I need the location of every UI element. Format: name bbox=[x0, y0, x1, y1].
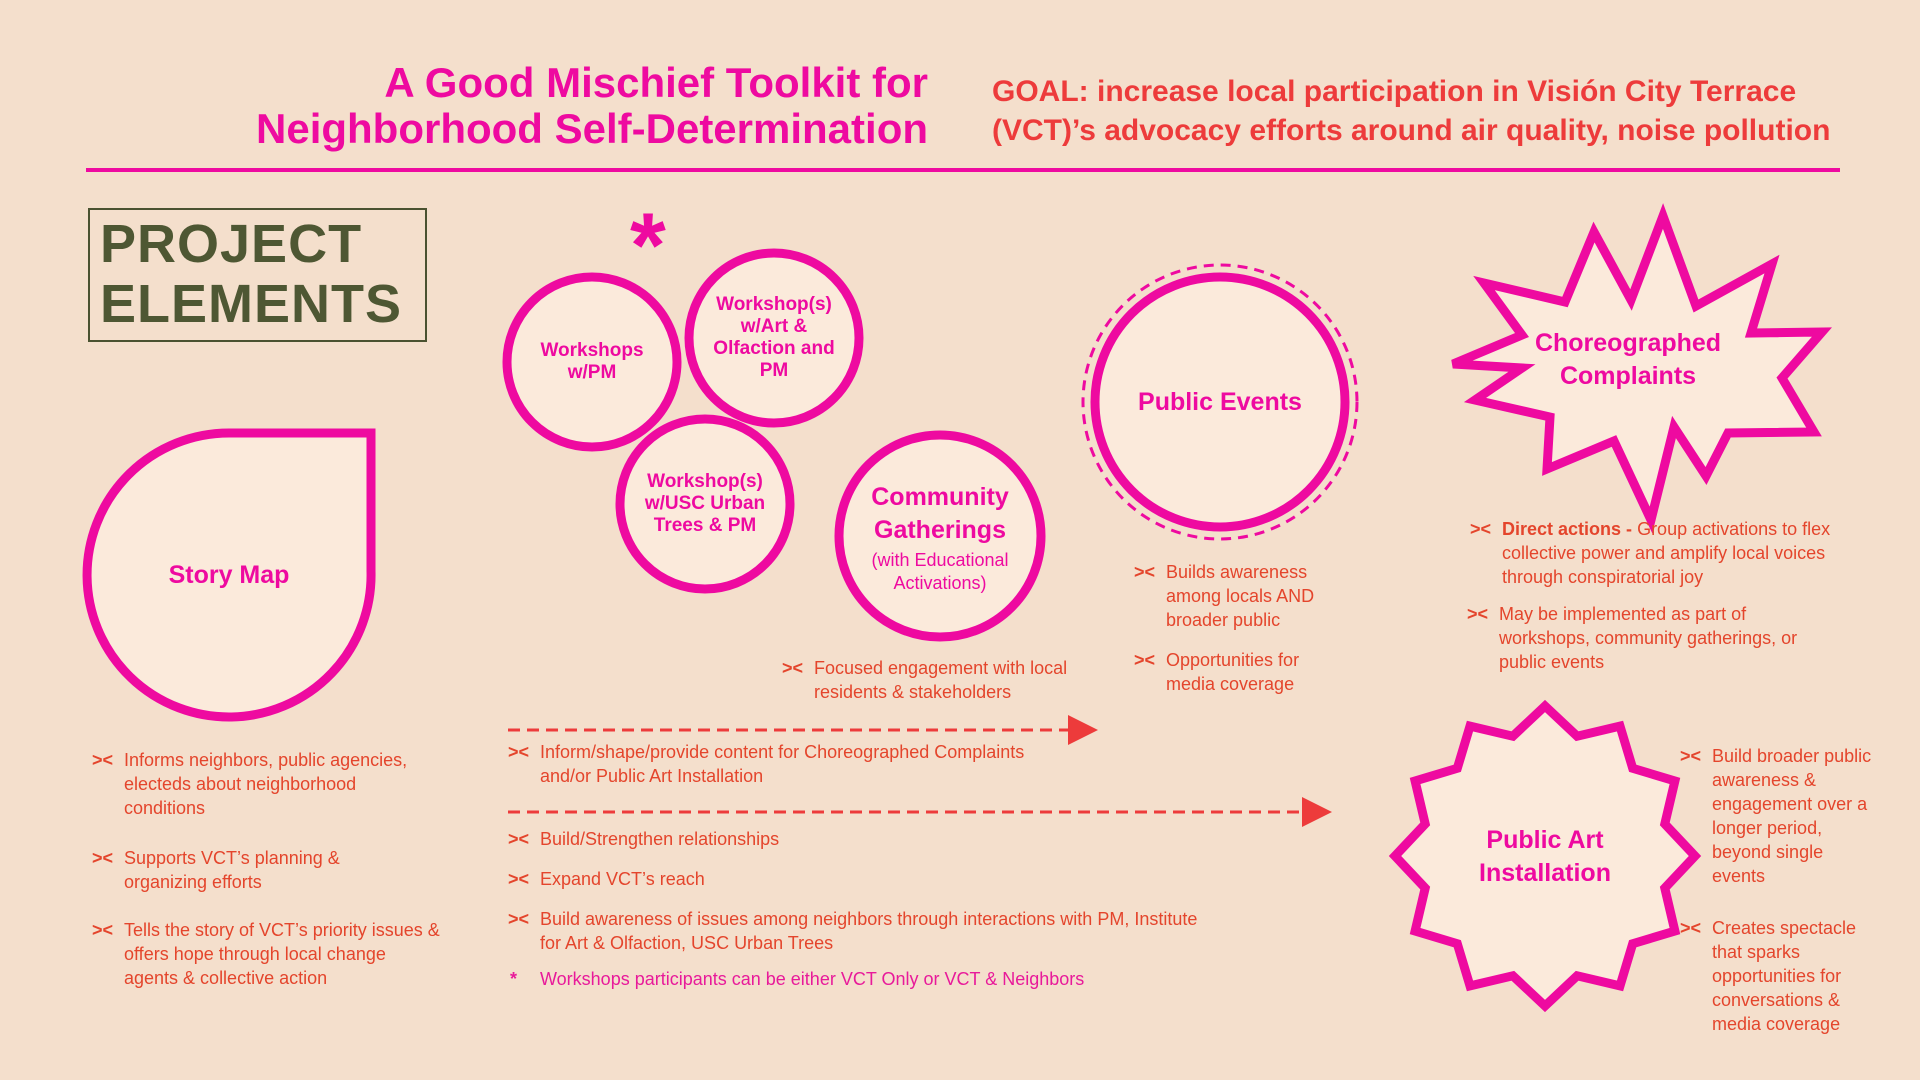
bullet-story-map-3 bbox=[92, 918, 442, 990]
bullet-story-map-1 bbox=[92, 748, 432, 820]
choreographed-complaints-label: Choreographed Complaints bbox=[1534, 329, 1722, 390]
bullet-marker: >< bbox=[1680, 918, 1702, 938]
goal-line-2: (VCT)’s advocacy efforts around air quality, noise pollution bbox=[992, 114, 1831, 147]
community-gatherings-subtitle: (with Educational Activations) bbox=[871, 550, 1009, 593]
bullet-marker: >< bbox=[782, 658, 804, 678]
bullet-marker: >< bbox=[1467, 604, 1489, 624]
bullet-text: Tells the story of VCT’s priority issues & offers hope through local change agents & collective action bbox=[124, 920, 440, 988]
bullet-marker: >< bbox=[508, 909, 530, 929]
bullet-inform bbox=[508, 740, 1048, 788]
workshop-usc-label: Workshop(s) w/USC Urban Trees & PM bbox=[644, 471, 766, 536]
community-gatherings-label bbox=[845, 476, 1035, 600]
workshops-asterisk: * bbox=[630, 195, 666, 297]
project-elements-line-2: ELEMENTS bbox=[100, 274, 403, 334]
bullet-choreographed-2 bbox=[1467, 602, 1827, 674]
story-map-label: Story Map bbox=[168, 560, 290, 589]
title-line-1: A Good Mischief Toolkit for bbox=[384, 59, 928, 106]
bullet-text: Build broader public awareness & engagement over a longer period, beyond single events bbox=[1712, 746, 1872, 886]
bullet-public-events-1 bbox=[1134, 560, 1344, 632]
bullet-text: Creates spectacle that sparks opportunities for conversations & media coverage bbox=[1712, 918, 1857, 1034]
bullet-text: Opportunities for media coverage bbox=[1166, 650, 1300, 694]
project-elements-line-1: PROJECT bbox=[100, 214, 363, 274]
bullet-text: Build awareness of issues among neighbors through interactions with PM, Institute for Art & Olfaction, USC Urban Trees bbox=[540, 909, 1198, 953]
bullet-text: Group activations to flex collective power and amplify local voices through conspiratorial joy bbox=[1502, 519, 1831, 587]
workshop-art-label: Workshop(s) w/Art & Olfaction and PM bbox=[713, 294, 835, 381]
bullet-marker: >< bbox=[92, 848, 114, 868]
bullet-public-events-2 bbox=[1134, 648, 1334, 696]
bullet-marker: >< bbox=[92, 920, 114, 940]
bullet-text: Inform/shape/provide content for Choreographed Complaints and/or Public Art Installation bbox=[540, 742, 1025, 786]
public-events-label: Public Events bbox=[1138, 387, 1302, 416]
bullet-marker: >< bbox=[508, 869, 530, 889]
footnote-text: Workshops participants can be either VCT Only or VCT & Neighbors bbox=[540, 969, 1085, 989]
bullet-text: Focused engagement with local residents & stakeholders bbox=[814, 658, 1068, 702]
bullet-marker: >< bbox=[1470, 519, 1492, 539]
bullet-text: Expand VCT’s reach bbox=[540, 869, 705, 889]
bullet-marker: >< bbox=[1134, 562, 1156, 582]
bullet-text: May be implemented as part of workshops, community gatherings, or public events bbox=[1499, 604, 1798, 672]
community-gatherings-title: Community Gatherings bbox=[871, 483, 1009, 544]
bullet-marker: >< bbox=[1134, 650, 1156, 670]
public-art-installation-label: Public Art Installation bbox=[1479, 826, 1611, 887]
bullet-public-art-1 bbox=[1680, 744, 1880, 888]
footnote bbox=[508, 967, 1208, 991]
footnote-marker: * bbox=[510, 969, 518, 989]
bullet-choreographed-1 bbox=[1470, 517, 1860, 589]
bullet-marker: >< bbox=[1680, 746, 1702, 766]
bullet-marker: >< bbox=[508, 742, 530, 762]
bullet-text: Builds awareness among locals AND broader public bbox=[1166, 562, 1315, 630]
bullet-relationships bbox=[508, 827, 1108, 851]
workshops-pm-label: Workshops w/PM bbox=[540, 340, 644, 383]
goal-line-1: GOAL: increase local participation in Visión City Terrace bbox=[992, 75, 1797, 108]
bullet-community bbox=[782, 656, 1092, 704]
bullet-public-art-2 bbox=[1680, 916, 1880, 1036]
bullet-text: Informs neighbors, public agencies, electeds about neighborhood conditions bbox=[124, 750, 408, 818]
bullet-marker: >< bbox=[92, 750, 114, 770]
title-line-2: Neighborhood Self-Determination bbox=[256, 105, 928, 152]
bullet-text: Supports VCT’s planning & organizing efforts bbox=[124, 848, 340, 892]
bullet-reach bbox=[508, 867, 1108, 891]
bullet-awareness bbox=[508, 907, 1208, 955]
bullet-marker: >< bbox=[508, 829, 530, 849]
bullet-text: Build/Strengthen relationships bbox=[540, 829, 780, 849]
bullet-story-map-2 bbox=[92, 846, 392, 894]
direct-actions-label: Direct actions - bbox=[1502, 519, 1633, 539]
